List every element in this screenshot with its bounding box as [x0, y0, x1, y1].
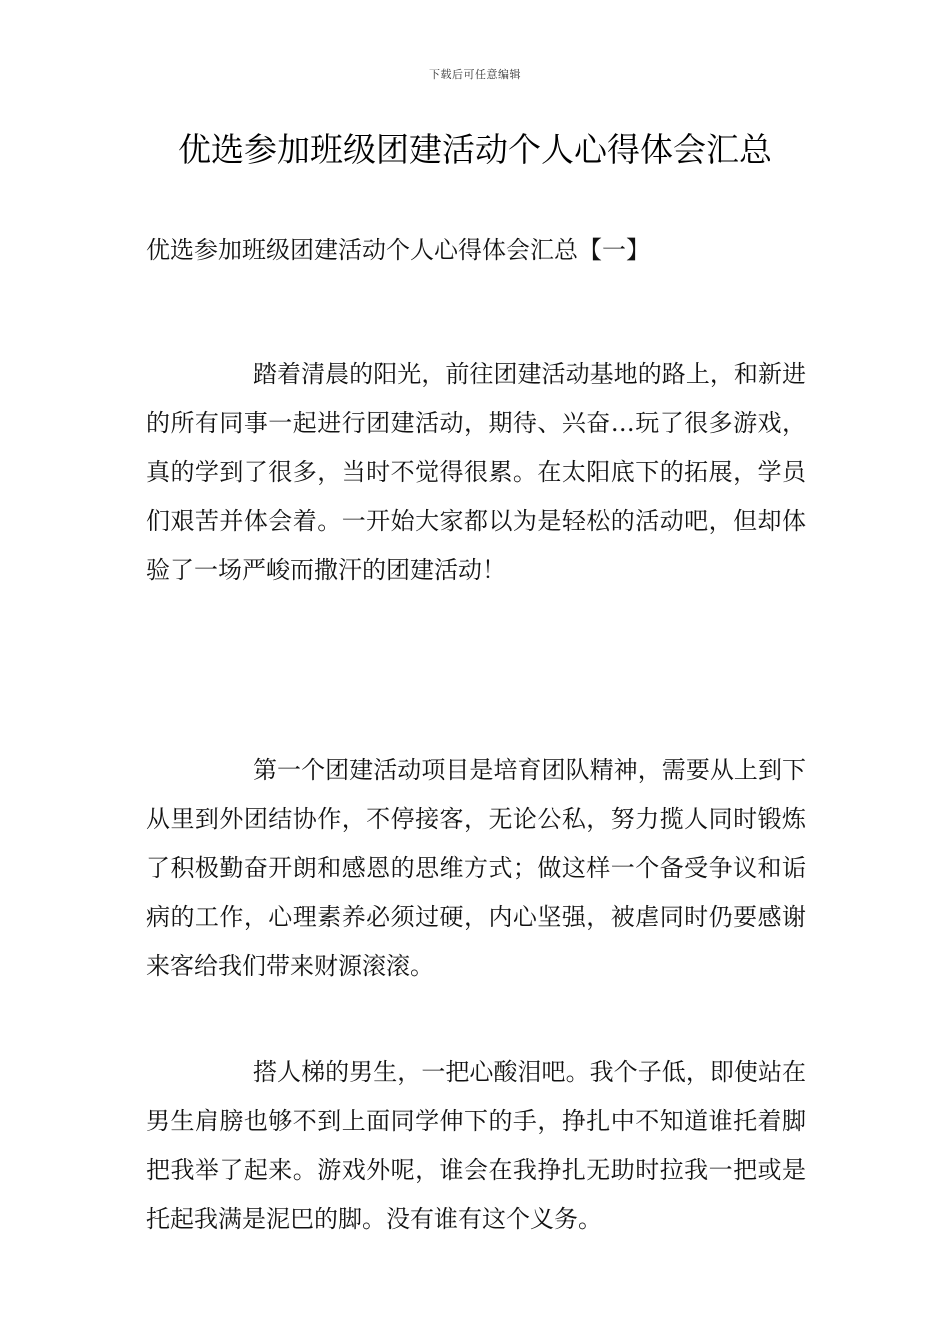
- paragraph-2: 第一个团建活动项目是培育团队精神，需要从上到下从里到外团结协作，不停接客，无论公私，努力揽人同时锻炼了积极勤奋开朗和感恩的思维方式；做这样一个备受争议和诟病的工作，心理素养必须过硬，内心坚强，被虐同时仍要感谢来客给我们带来财源滚滚。: [146, 756, 806, 980]
- page-title: 优选参加班级团建活动个人心得体会汇总: [178, 130, 772, 169]
- section-heading: 优选参加班级团建活动个人心得体会汇总【一】: [146, 236, 650, 264]
- paragraph-3: 搭人梯的男生，一把心酸泪吧。我个子低，即使站在男生肩膀也够不到上面同学伸下的手，挣扎中不知道谁托着脚把我举了起来。游戏外呢，谁会在我挣扎无助时拉我一把或是托起我满是泥巴的脚。没有谁有这个义务。: [146, 1058, 806, 1233]
- header-note: 下载后可任意编辑: [429, 68, 521, 81]
- paragraph-1: 踏着清晨的阳光，前往团建活动基地的路上，和新进的所有同事一起进行团建活动，期待、兴奋…玩了很多游戏，真的学到了很多，当时不觉得很累。在太阳底下的拓展，学员们艰苦并体会着。一开始大家都以为是轻松的活动吧，但却体验了一场严峻而撒汗的团建活动！: [146, 360, 806, 584]
